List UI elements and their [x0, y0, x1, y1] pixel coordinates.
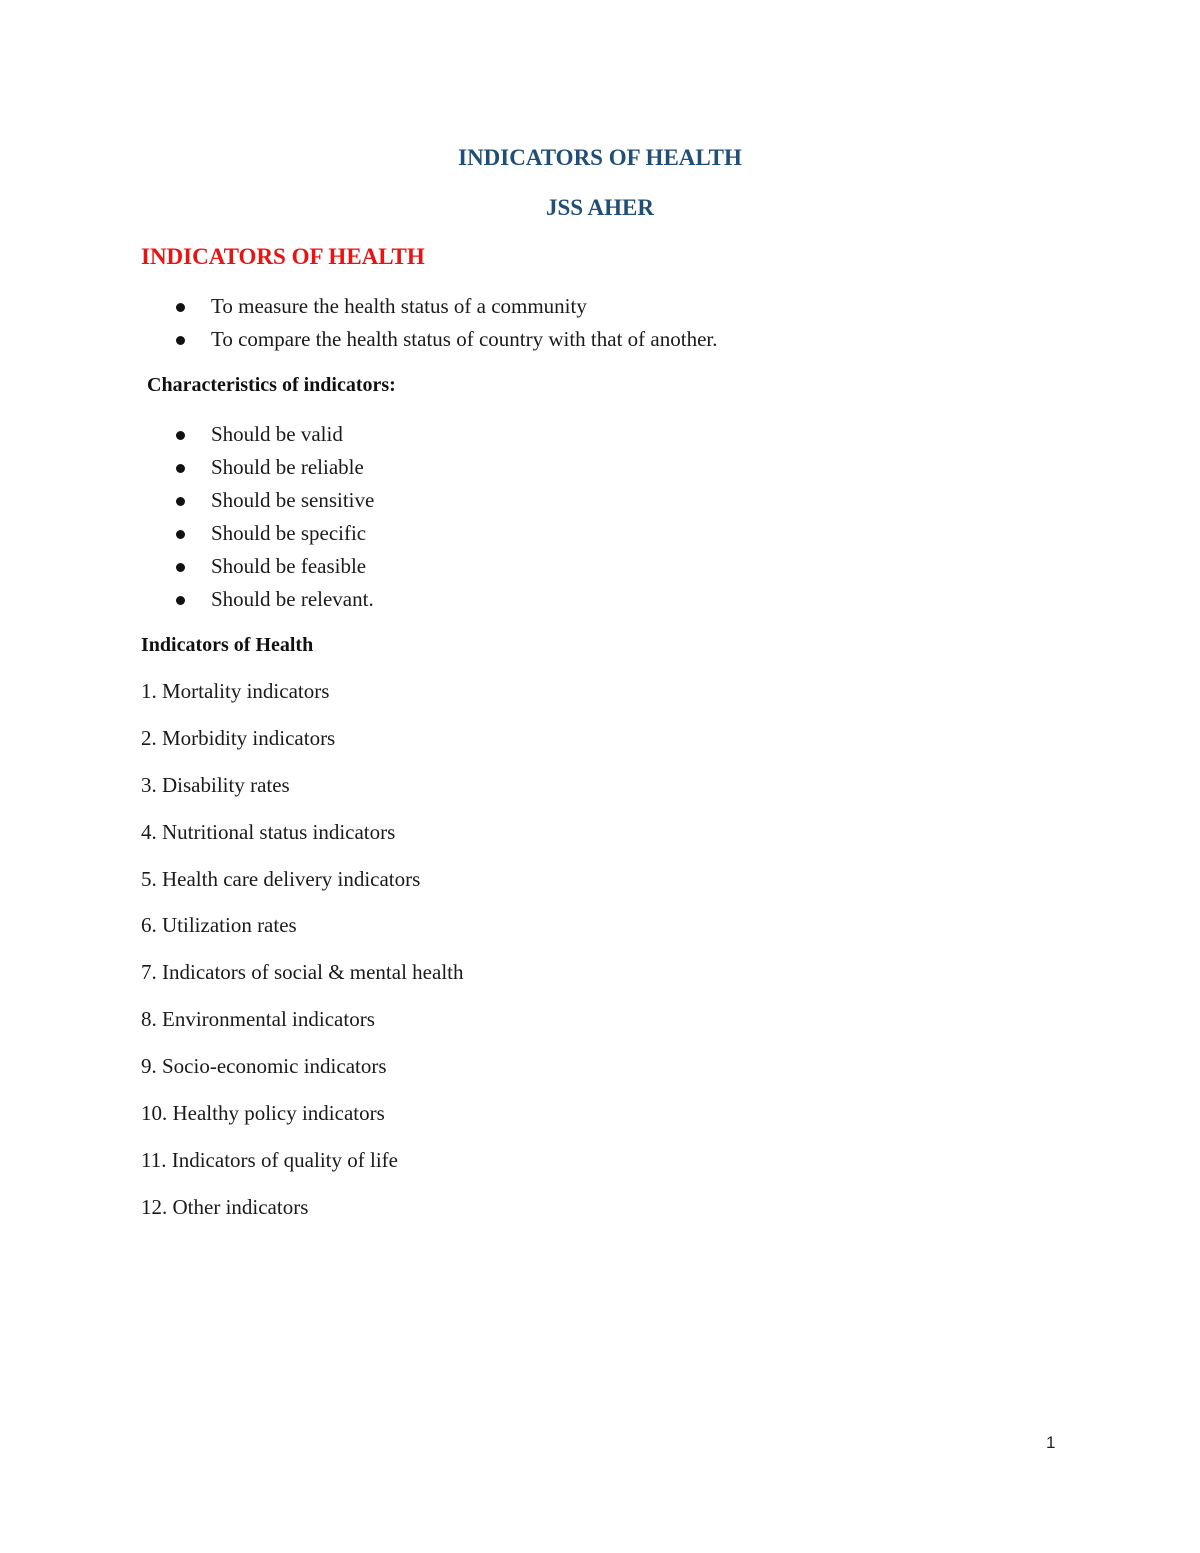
indicators-heading: Indicators of Health: [141, 634, 314, 656]
bullet-icon: [176, 596, 185, 605]
characteristics-heading: Characteristics of indicators:: [147, 374, 396, 396]
bullet-icon: [176, 336, 185, 345]
page-title: INDICATORS OF HEALTH: [458, 145, 742, 170]
list-item: 7. Indicators of social & mental health: [141, 960, 464, 985]
list-item: 3. Disability rates: [141, 772, 290, 797]
bullet-icon: [176, 431, 185, 440]
list-item: 12. Other indicators: [141, 1194, 309, 1219]
indicators-list: [141, 678, 464, 1241]
bullet-icon: [176, 563, 185, 572]
list-item: 10. Healthy policy indicators: [141, 1101, 385, 1126]
page-subtitle: JSS AHER: [545, 195, 654, 220]
bullet-icon: [176, 530, 185, 539]
list-item: 8. Environmental indicators: [141, 1007, 375, 1032]
list-item: 9. Socio-economic indicators: [141, 1054, 387, 1079]
list-item-text: Should be relevant.: [211, 587, 374, 611]
list-item-text: Should be feasible: [211, 554, 367, 578]
list-item-text: Should be sensitive: [211, 488, 375, 512]
bullet-icon: [176, 497, 185, 506]
list-item-text: Should be valid: [211, 422, 343, 446]
list-item-text: Should be reliable: [211, 455, 364, 479]
list-item: 2. Morbidity indicators: [141, 725, 336, 750]
list-item-text: Should be specific: [211, 521, 367, 545]
list-item: 11. Indicators of quality of life: [141, 1147, 398, 1172]
list-item: 6. Utilization rates: [141, 913, 297, 938]
list-item: 4. Nutritional status indicators: [141, 819, 396, 844]
section-heading: INDICATORS OF HEALTH: [141, 244, 425, 269]
list-item-text: To measure the health status of a community: [211, 294, 587, 318]
list-item: 1. Mortality indicators: [141, 679, 330, 703]
page-number: 1: [1046, 1433, 1056, 1452]
list-item: 5. Health care delivery indicators: [141, 866, 421, 891]
list-item-text: To compare the health status of country with that of another.: [211, 327, 718, 351]
bullet-icon: [176, 464, 185, 473]
bullet-icon: [176, 303, 185, 312]
